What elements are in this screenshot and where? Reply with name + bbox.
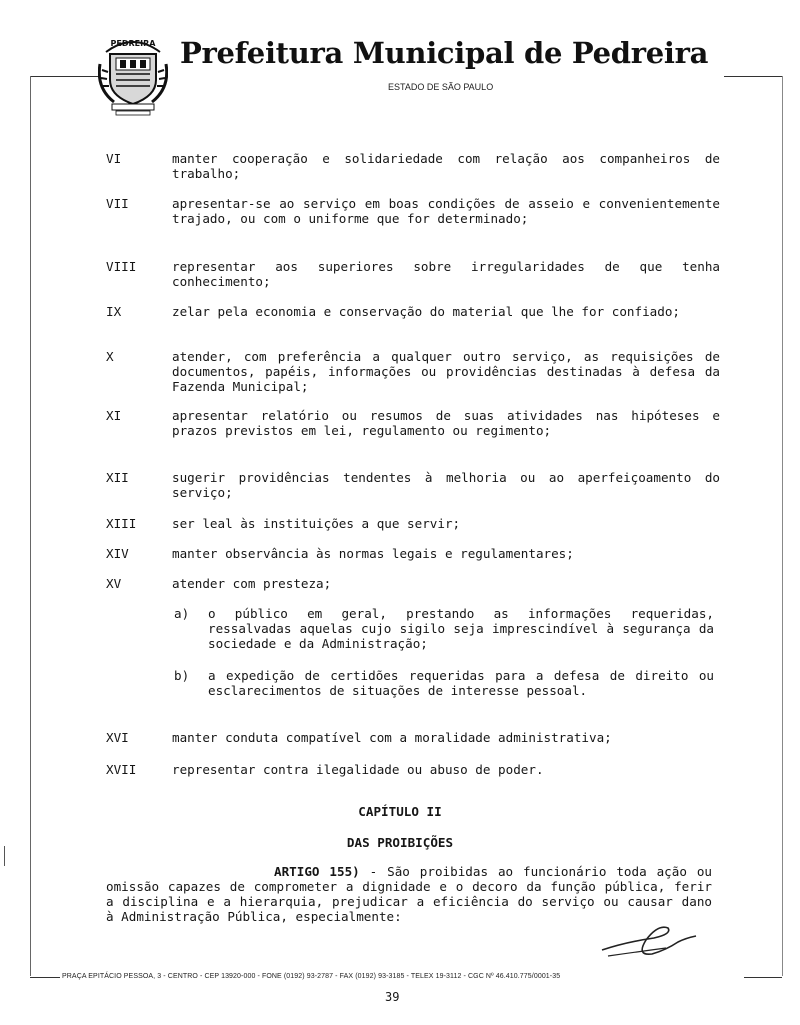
item-text: atender com presteza; — [172, 576, 332, 591]
item-numeral: XIII — [106, 516, 137, 531]
item-numeral: XV — [106, 576, 122, 591]
item-text: apresentar relatório ou resumos de suas atividades nas hipóteses e prazos previstos em lei, regulamento ou regimento; — [172, 408, 720, 438]
frame-top-right-line — [724, 76, 782, 77]
item-numeral: VI — [106, 151, 122, 166]
item-numeral: IX — [106, 304, 122, 319]
sub-item-label: a) — [174, 606, 190, 621]
item-numeral: XI — [106, 408, 122, 423]
item-numeral: VII — [106, 196, 129, 211]
crest-banner-text: PEDREIRA — [110, 39, 156, 48]
article-label: ARTIGO 155) — [274, 864, 360, 879]
item-text: manter observância às normas legais e regulamentares; — [172, 546, 574, 561]
sub-item-text: a expedição de certidões requeridas para a defesa de direito ou esclarecimentos de situações de interesse pessoal. — [208, 668, 714, 698]
page-number: 39 — [385, 990, 400, 1004]
item-numeral: XIV — [106, 546, 129, 561]
letterhead-title: Prefeitura Municipal de Pedreira — [180, 36, 709, 70]
footer-address: PRAÇA EPITÁCIO PESSOA, 3 - CENTRO - CEP 13920-000 - FONE (0192) 93-2787 - FAX (0192) 93-3185 - TELEX 19-3112 - CGC Nº 46.410.775/0001-35 — [62, 973, 561, 980]
item-text: manter conduta compatível com a moralidade administrativa; — [172, 730, 612, 745]
chapter-title: CAPÍTULO II — [358, 804, 442, 819]
letterhead-subtitle: ESTADO DE SÃO PAULO — [388, 82, 494, 92]
article-text: - São proibidas ao funcionário toda ação ou omissão capazes de comprometer a dignidade e o decoro da função pública, ferir a disciplina e a hierarquia, prejudicar a eficiência do serviço ou causar dano à Administração Pública, especialmente: — [106, 864, 712, 924]
item-text: representar contra ilegalidade ou abuso de poder. — [172, 762, 544, 777]
item-text: apresentar-se ao serviço em boas condições de asseio e convenientemente trajado, ou com o uniforme que for determinado; — [172, 196, 720, 226]
item-numeral: XVII — [106, 762, 137, 777]
item-text: ser leal às instituições a que servir; — [172, 516, 461, 531]
sub-item-text: o público em geral, prestando as informações requeridas, ressalvadas aquelas cujo sigilo seja imprescindível à segurança da sociedade e da Administração; — [208, 606, 714, 651]
chapter-subtitle: DAS PROIBIÇÕES — [346, 835, 454, 850]
item-numeral: XVI — [106, 730, 129, 745]
item-text: sugerir providências tendentes à melhoria ou ao aperfeiçoamento do serviço; — [172, 470, 720, 500]
item-numeral: X — [106, 349, 114, 364]
item-text: manter cooperação e solidariedade com relação aos companheiros de trabalho; — [172, 151, 720, 181]
item-text: zelar pela economia e conservação do material que lhe for confiado; — [172, 304, 680, 319]
frame-top-left-line — [30, 76, 98, 77]
municipal-crest-icon — [98, 30, 168, 116]
item-numeral: XII — [106, 470, 129, 485]
item-text: atender, com preferência a qualquer outro serviço, as requisições de documentos, papéis, informações ou providências destinadas à defesa da Fazenda Municipal; — [172, 349, 720, 394]
handwritten-signature — [596, 920, 706, 964]
sub-item-label: b) — [174, 668, 190, 683]
article-paragraph — [106, 864, 712, 924]
item-text: representar aos superiores sobre irregularidades de que tenha conhecimento; — [172, 259, 720, 289]
frame-bottom-left-line — [30, 977, 60, 978]
item-numeral: VIII — [106, 259, 137, 274]
frame-bottom-right-line — [744, 977, 782, 978]
